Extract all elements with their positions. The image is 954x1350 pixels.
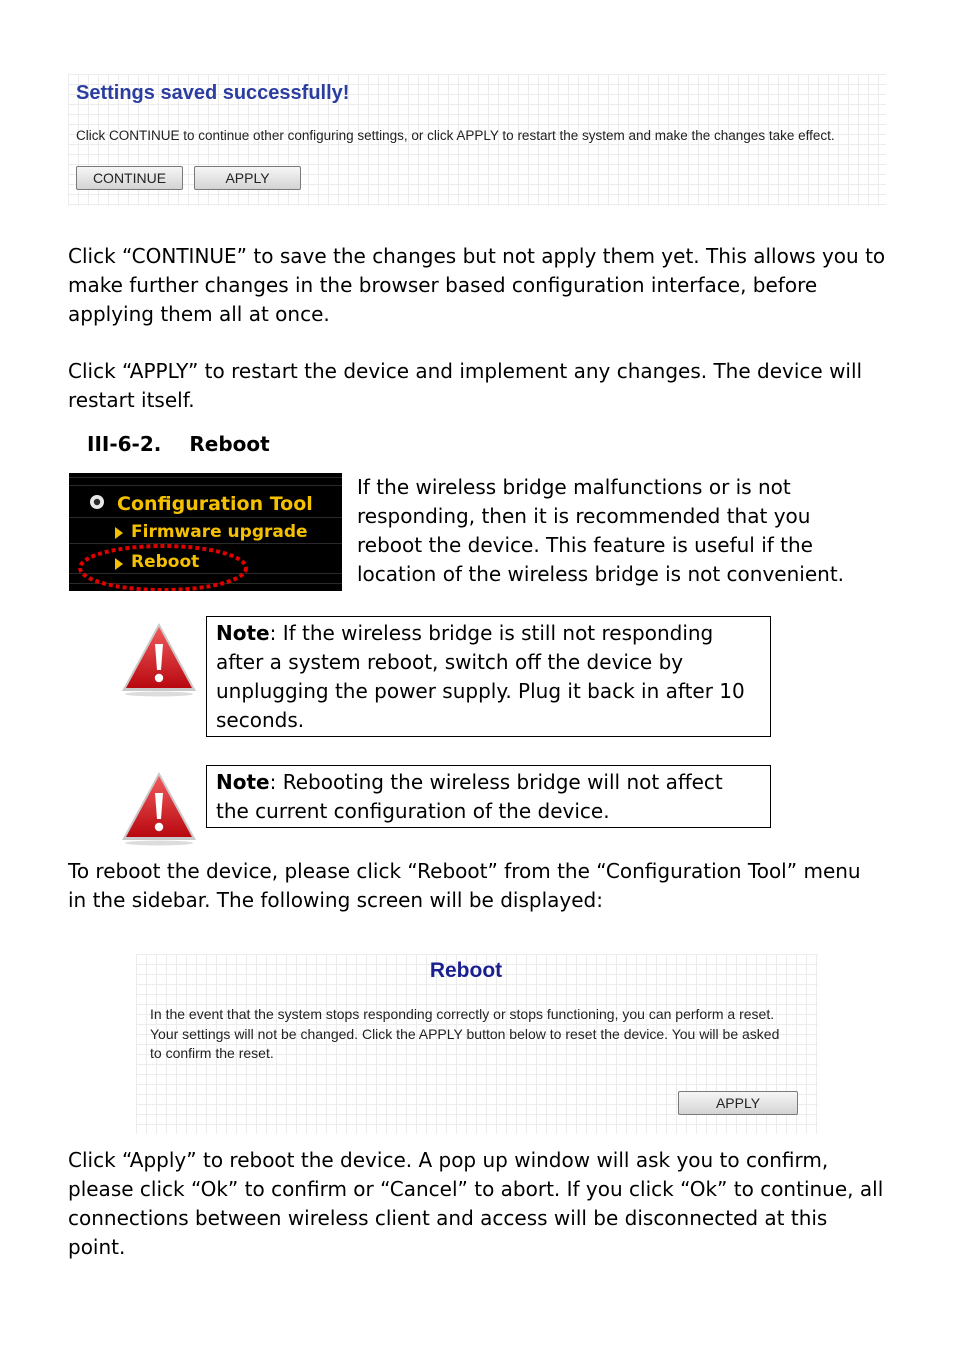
reboot-page-message: In the event that the system stops responding correctly or stops functioning, you can perform a reset. Your settings will not be changed. Click the APPLY button below to reset the device. You will be asked to confirm the reset. bbox=[150, 1006, 780, 1061]
menu-heading: Configuration Tool bbox=[117, 493, 313, 515]
continue-button[interactable]: CONTINUE bbox=[76, 166, 183, 190]
warning-icon bbox=[120, 620, 198, 698]
reboot-page-title: Reboot bbox=[429, 959, 503, 982]
note-label: Note bbox=[216, 621, 270, 645]
section-title: Reboot bbox=[189, 432, 270, 456]
section-heading bbox=[87, 430, 270, 459]
paragraph-continue: Click “CONTINUE” to save the changes but not apply them yet. This allows you to make further changes in the browser based configuration interface, before applying them all at once. bbox=[68, 244, 886, 326]
paragraph-intro: If the wireless bridge malfunctions or is not responding, then it is recommended that you reboot the device. This feature is useful if the location of the wireless bridge is not convenient. bbox=[357, 475, 845, 586]
note-text: : Rebooting the wireless bridge will not affect the current configuration of the device. bbox=[216, 770, 723, 823]
note-box-2 bbox=[206, 765, 771, 828]
section-number: III-6-2. bbox=[87, 432, 162, 456]
highlight-ring bbox=[69, 473, 342, 591]
paragraph-apply: Click “APPLY” to restart the device and implement any changes. The device will restart itself. bbox=[68, 359, 863, 412]
settings-saved-title: Settings saved successfully! bbox=[76, 82, 350, 104]
settings-saved-screenshot bbox=[68, 74, 886, 206]
apply-button[interactable]: APPLY bbox=[194, 166, 301, 190]
paragraph-final: Click “Apply” to reboot the device. A pop up window will ask you to confirm, please click “Ok” to confirm or “Cancel” to abort. If you click “Ok” to continue, all connections between wireless client and access will be disconnected at this point. bbox=[68, 1148, 884, 1259]
note-box-1 bbox=[206, 616, 771, 737]
paragraph-howto: To reboot the device, please click “Reboot” from the “Configuration Tool” menu in the sidebar. The following screen will be displayed: bbox=[68, 859, 861, 912]
note-label: Note bbox=[216, 770, 270, 794]
reboot-screenshot bbox=[136, 954, 818, 1134]
menu-item-reboot[interactable]: Reboot bbox=[131, 552, 200, 572]
note-text: : If the wireless bridge is still not responding after a system reboot, switch off the device by unplugging the power supply. Plug it back in after 10 seconds. bbox=[216, 621, 745, 732]
menu-item-firmware-upgrade[interactable]: Firmware upgrade bbox=[131, 522, 308, 542]
settings-saved-message: Click CONTINUE to continue other configuring settings, or click APPLY to restart the system and make the changes take effect. bbox=[76, 128, 835, 143]
warning-icon bbox=[120, 769, 198, 847]
reboot-apply-button[interactable]: APPLY bbox=[678, 1091, 798, 1115]
config-menu-screenshot bbox=[69, 473, 342, 591]
